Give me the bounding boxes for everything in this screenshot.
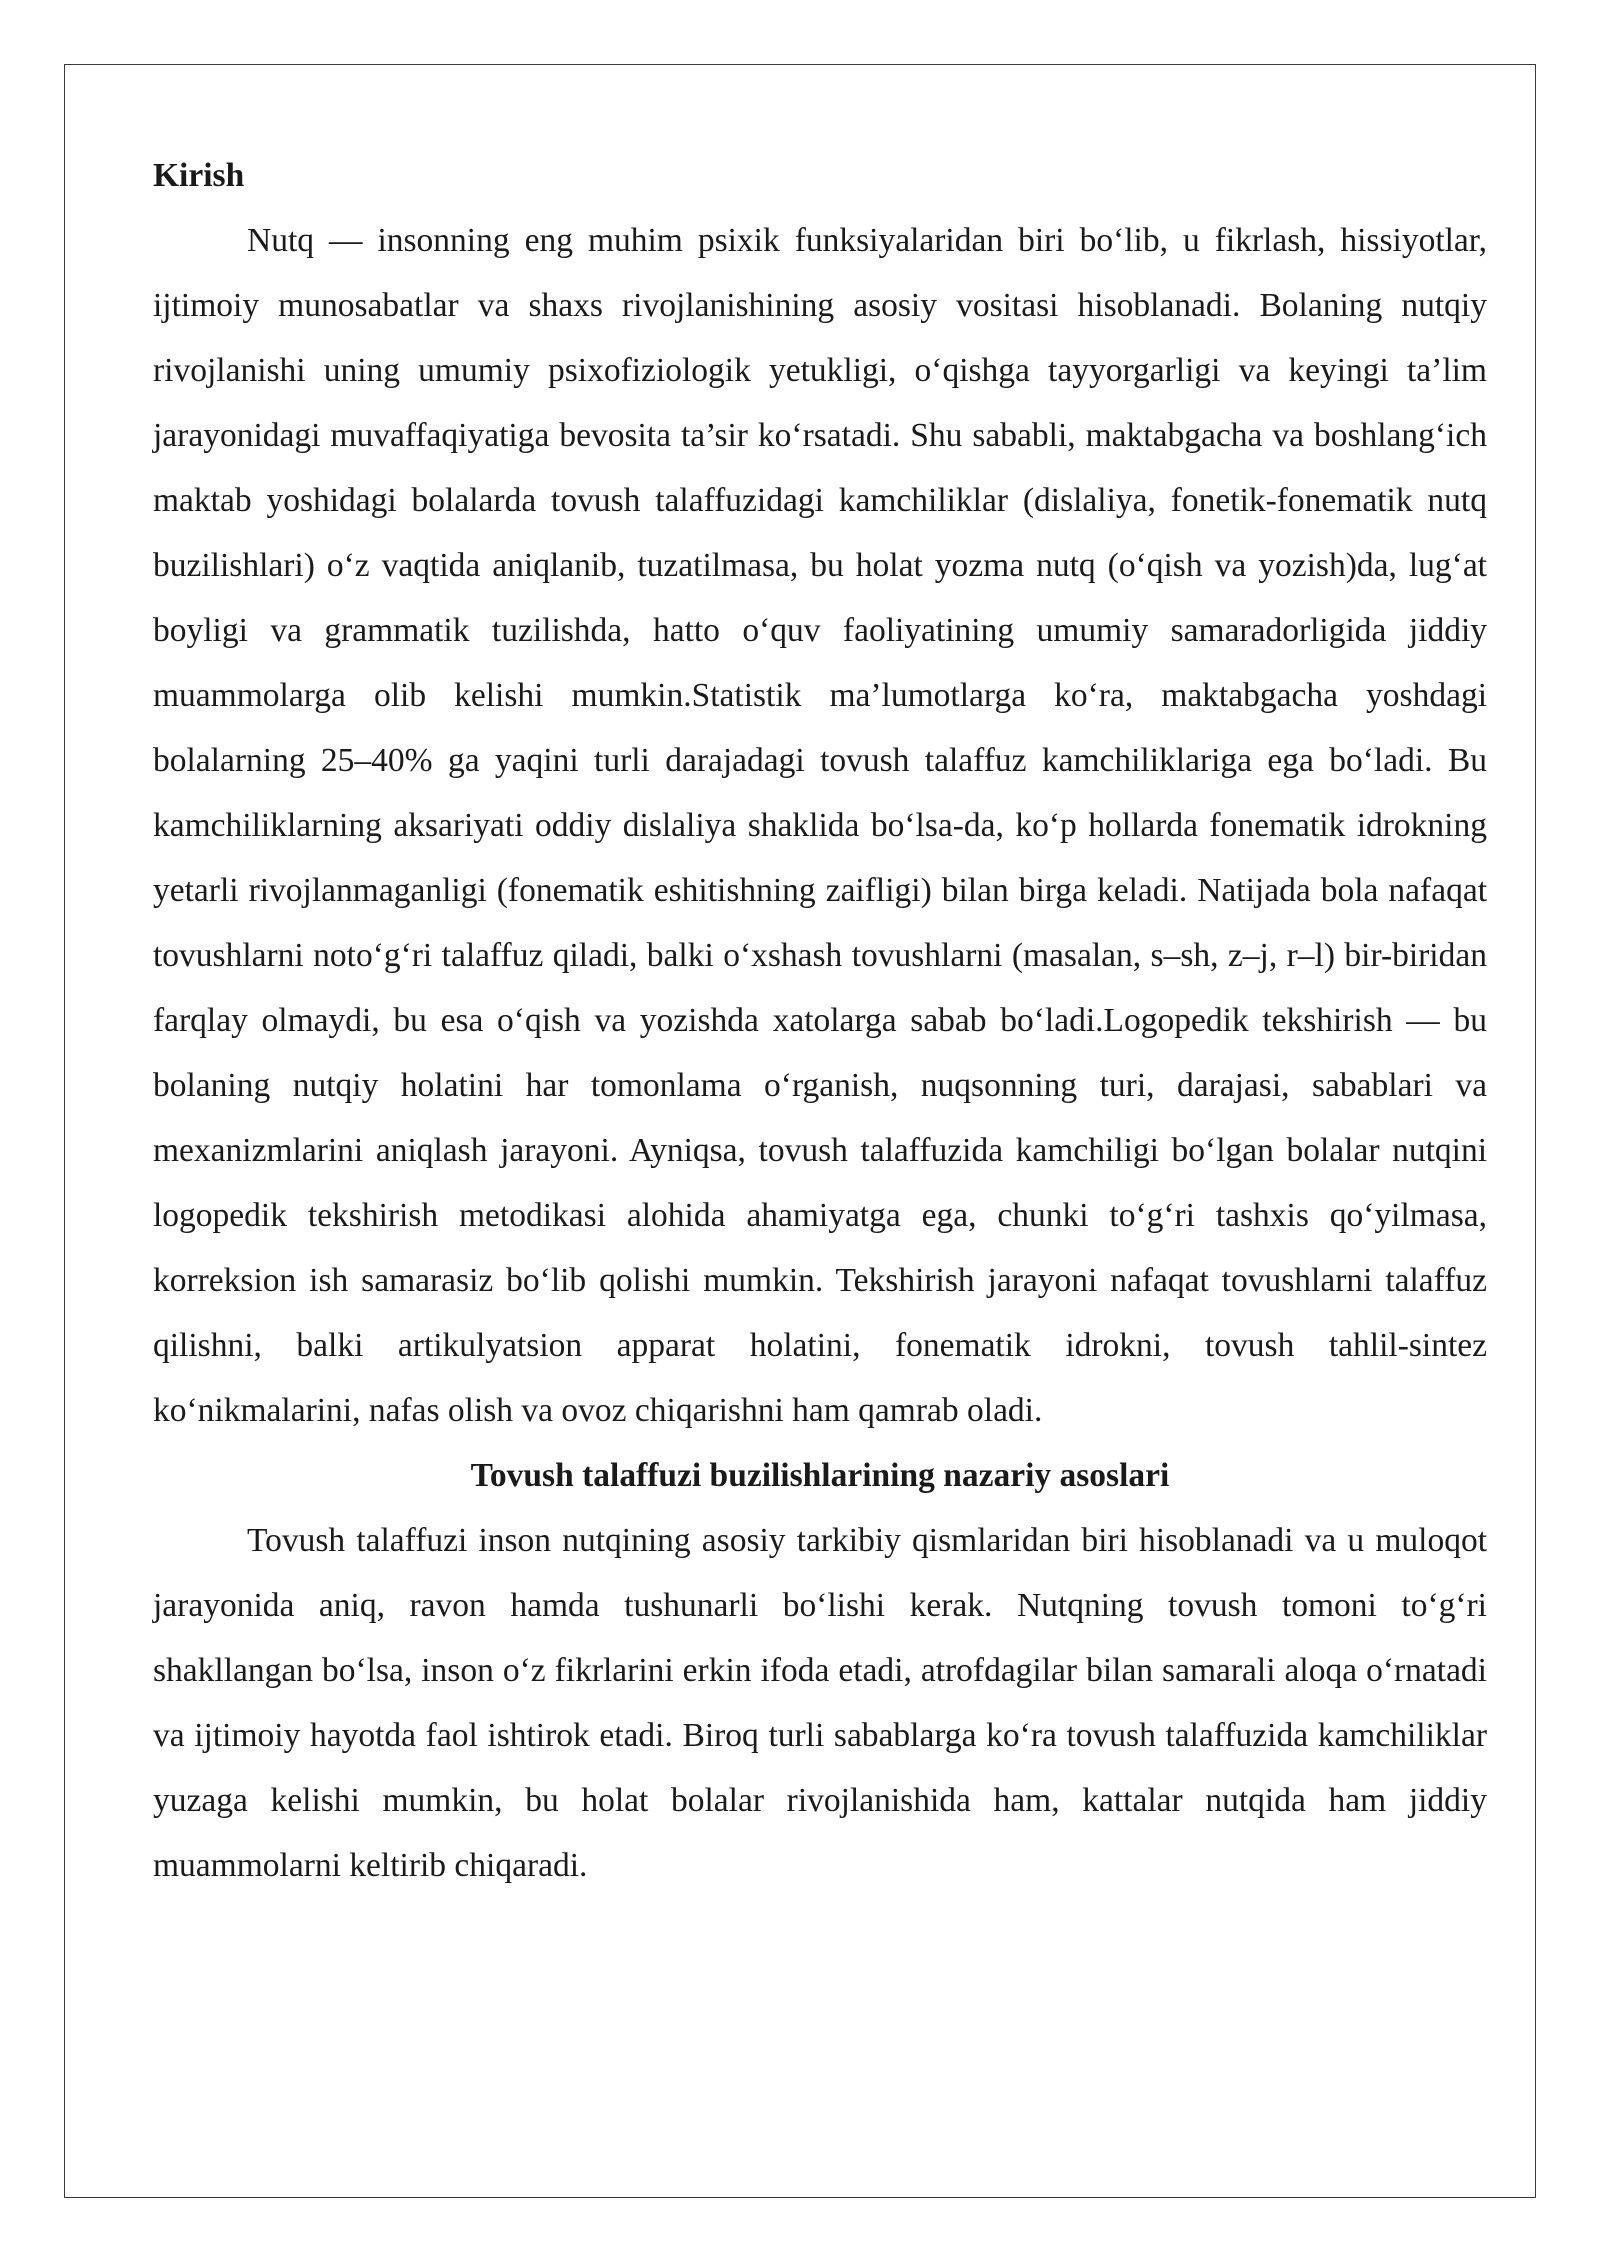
intro-heading: Kirish — [153, 157, 245, 194]
intro-paragraph: Nutq — insonning eng muhim psixik funksiyalaridan biri bo‘lib, u fikrlash, hissiyotlar, ijtimoiy munosabatlar va shaxs rivojlanishining asosiy vositasi hisoblanadi. Bolaning nutqiy rivojlanishi uning umumiy psixofiziologik yetukligi, o‘qishga tayyorgarligi va keyingi ta’lim jarayonidagi muvaffaqiyatiga bevosita ta’sir ko‘rsatadi. Shu sababli, maktabgacha va boshlang‘ich maktab yoshidagi bolalarda tovush talaffuzidagi kamchiliklar (dislaliya, fonetik-fonematik nutq buzilishlari) o‘z vaqtida aniqlanib, tuzatilmasa, bu holat yozma nutq (o‘qish va yozish)da, lug‘at boyligi va grammatik tuzilishda, hatto o‘quv faoliyatining umumiy samaradorligida jiddiy muammolarga olib kelishi mumkin.Statistik ma’lumotlarga ko‘ra, maktabgacha yoshdagi bolalarning 25–40% ga yaqini turli darajadagi tovush talaffuz kamchiliklariga ega bo‘ladi. Bu kamchiliklarning aksariyati oddiy dislaliya shaklida bo‘lsa-da, ko‘p hollarda fonematik idrokning yetarli rivojlanmaganligi (fonematik eshitishning zaifligi) bilan birga keladi. Natijada bola nafaqat tovushlarni noto‘g‘ri talaffuz qiladi, balki o‘xshash tovushlarni (masalan, s–sh, z–j, r–l) bir-biridan farqlay olmaydi, bu esa o‘qish va yozishda xatolarga sabab bo‘ladi.Logopedik tekshirish — bu bolaning nutqiy holatini har tomonlama o‘rganish, nuqsonning turi, darajasi, sabablari va mexanizmlarini aniqlash jarayoni. Ayniqsa, tovush talaffuzida kamchiligi bo‘lgan bolalar nutqini logopedik tekshirish metodikasi alohida ahamiyatga ega, chunki to‘g‘ri tashxis qo‘yilmasa, korreksion ish samarasiz bo‘lib qolishi mumkin. Tekshirish jarayoni nafaqat tovushlarni talaffuz qilishni, balki artikulyatsion apparat holatini, fonematik idrokni, tovush tahlil-sintez ko‘nikmalarini, nafas olish va ovoz chiqarishni ham qamrab oladi. — [153, 222, 1487, 1429]
section-paragraph: Tovush talaffuzi inson nutqining asosiy tarkibiy qismlaridan biri hisoblanadi va u muloqot jarayonida aniq, ravon hamda tushunarli bo‘lishi kerak. Nutqning tovush tomoni to‘g‘ri shakllangan bo‘lsa, inson o‘z fikrlarini erkin ifoda etadi, atrofdagilar bilan samarali aloqa o‘rnatadi va ijtimoiy hayotda faol ishtirok etadi. Biroq turli sabablarga ko‘ra tovush talaffuzida kamchiliklar yuzaga kelishi mumkin, bu holat bolalar rivojlanishida ham, kattalar nutqida ham jiddiy muammolarni keltirib chiqaradi. — [153, 1522, 1487, 1884]
section-heading: Tovush talaffuzi buzilishlarining nazariy asoslari — [470, 1457, 1170, 1494]
document-body — [153, 143, 1487, 1898]
